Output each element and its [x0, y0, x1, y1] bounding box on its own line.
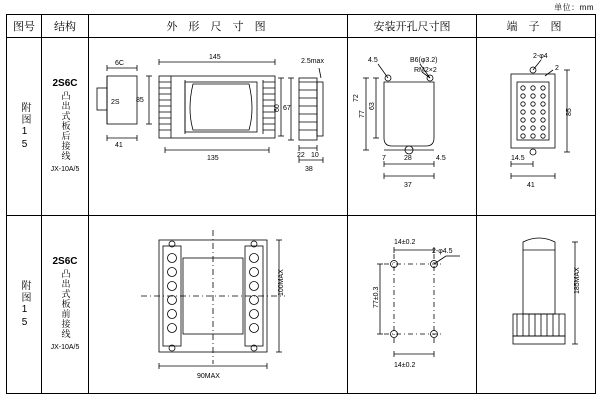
dim-7: 7: [382, 155, 386, 162]
row2-fig-no-cell: [7, 216, 42, 394]
dim-145t: 14.5: [511, 155, 525, 162]
dim-41: 41: [115, 142, 123, 149]
dim-10: 10: [311, 152, 319, 159]
table-header-row: [7, 15, 596, 38]
dim-63: 63: [369, 102, 376, 110]
dim-72: 72: [353, 94, 360, 102]
dim-145: 145: [209, 54, 221, 61]
row1-structure-code: 2S6C: [52, 78, 78, 89]
dim-28: 28: [404, 155, 412, 162]
dim-14-top: 14±0.2: [394, 239, 416, 246]
row2-terminal-cell: [477, 216, 596, 394]
row2-structure-cell: [42, 216, 89, 394]
dim-85t: 85: [566, 108, 573, 116]
row2-structure-code: 2S6C: [52, 256, 78, 267]
row1-fig-no-cell: [7, 38, 42, 216]
header-fig-no: 图号: [7, 15, 42, 38]
dim-2: 2: [555, 65, 559, 72]
table-row: [7, 38, 596, 216]
dim-185max: 185MAX: [574, 267, 581, 294]
row1-mounting-cell: [348, 38, 477, 216]
table-row: [7, 216, 596, 394]
dim-22: 22: [297, 152, 305, 159]
dim-25max: 2.5max: [301, 58, 324, 65]
dim-rm2: RM2×2: [414, 67, 437, 74]
dim-b6: B6(φ3.2): [410, 57, 438, 64]
dim-90max: 90MAX: [197, 373, 220, 380]
dim-2phi45: 2-φ4.5: [432, 248, 453, 255]
header-outline: 外 形 尺 寸 图: [89, 15, 348, 38]
row2-outline-drawing: [89, 216, 345, 390]
row2-fig-no: 附图15: [19, 279, 30, 330]
row1-terminal-drawing: [477, 38, 593, 212]
row2-mounting-drawing: [348, 216, 474, 390]
row1-structure-model: JX-10A/5: [50, 166, 80, 173]
dim-60: 60: [274, 104, 281, 112]
dim-135: 135: [207, 155, 219, 162]
dim-38: 38: [305, 166, 313, 173]
row2-terminal-drawing: [477, 216, 593, 390]
dim-37: 37: [404, 182, 412, 189]
row2-outline-cell: [89, 216, 348, 394]
dim-2s: 2S: [111, 99, 120, 106]
row2-mounting-cell: [348, 216, 477, 394]
dim-2phi4: 2-φ4: [533, 53, 548, 60]
dim-6c: 6C: [115, 60, 124, 67]
row1-structure-desc: 凸出式板后接线: [60, 91, 71, 161]
dim-14-bottom: 14±0.2: [394, 362, 416, 369]
row2-structure-desc: 凸出式板前接线: [60, 269, 71, 339]
dim-77: 77±0.3: [373, 286, 380, 308]
row1-fig-no: 附图15: [19, 101, 30, 152]
dim-67: 67: [283, 105, 291, 112]
dim-100max: 100MAX: [278, 269, 285, 296]
dim-85: 85: [136, 97, 144, 104]
row1-outline-drawing: [89, 38, 345, 212]
header-terminal: 端 子 图: [477, 15, 596, 38]
header-structure: 结构: [42, 15, 89, 38]
row1-structure-cell: [42, 38, 89, 216]
row2-structure-model: JX-10A/5: [50, 344, 80, 351]
unit-note: 单位：mm: [554, 3, 594, 12]
dim-45: 4.5: [368, 57, 378, 64]
header-mounting: 安装开孔尺寸图: [348, 15, 477, 38]
row1-terminal-cell: [477, 38, 596, 216]
row1-outline-cell: [89, 38, 348, 216]
row1-mounting-drawing: [348, 38, 474, 212]
dim-45b: 4.5: [436, 155, 446, 162]
dim-77: 77: [359, 110, 366, 118]
dimension-table: [6, 14, 596, 394]
dim-41t: 41: [527, 182, 535, 189]
